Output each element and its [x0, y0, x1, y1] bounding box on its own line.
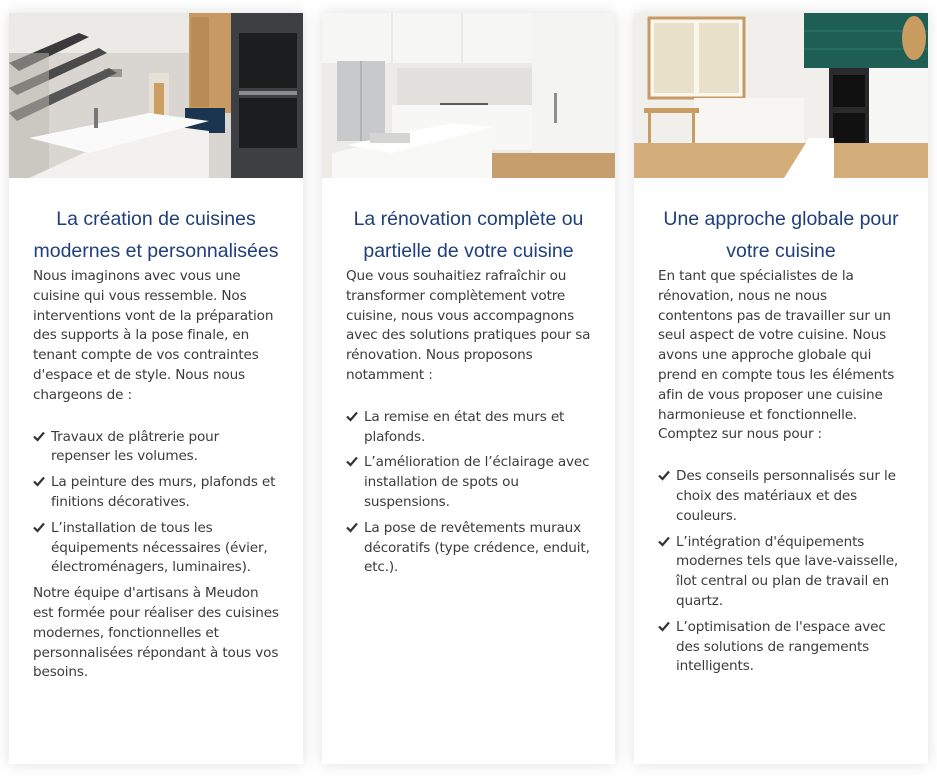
list-item: L’amélioration de l’éclairage avec installation de spots ou suspensions.: [346, 453, 591, 512]
card-outro: Notre équipe d'artisans à Meudon est formée pour réaliser des cuisines modernes, fonctionnelles et personnalisées répondant à tous vos besoins.: [33, 585, 279, 681]
card-intro: En tant que spécialistes de la rénovation, nous ne nous contentons pas de travailler sur un seul aspect de votre cuisine. Nous avons une approche globale qui prend en compte tous les éléments afin de vous proposer une cuisine harmonieuse et fonctionnelle. Comptez sur nous pour :: [658, 268, 895, 443]
list-item: L’intégration d'équipements modernes tels que lave-vaisselle, îlot central ou plan de travail en quartz.: [658, 533, 904, 612]
list-item: La pose de revêtements muraux décoratifs (type crédence, enduit, etc.).: [346, 519, 591, 578]
check-icon: [346, 521, 358, 533]
kitchen-photo-modern: [9, 13, 303, 178]
check-icon: [658, 469, 670, 481]
service-card-approche-globale: [634, 13, 928, 764]
kitchen-photo-white: [322, 13, 615, 178]
check-icon: [33, 521, 45, 533]
feature-list: [33, 428, 279, 579]
card-title: La création de cuisines modernes et personnalisées: [33, 208, 279, 262]
service-card-creation: [9, 13, 303, 764]
list-item: Travaux de plâtrerie pour repenser les volumes.: [33, 428, 279, 468]
card-intro: Que vous souhaitiez rafraîchir ou transformer complètement votre cuisine, nous vous accompagnons avec des solutions pratiques pour sa rénovation. Nous proposons notamment :: [346, 268, 591, 383]
card-title: Une approche globale pour votre cuisine: [663, 208, 899, 262]
kitchen-photo-bright: [634, 13, 928, 178]
card-intro: Nous imaginons avec vous une cuisine qui vous ressemble. Nos interventions vont de la préparation des supports à la pose finale, en tenant compte de vos contraintes d'espace et de style. Nous nous chargeons de :: [33, 268, 274, 403]
card-title: La rénovation complète ou partielle de votre cuisine: [353, 208, 584, 262]
check-icon: [346, 410, 358, 422]
check-icon: [346, 455, 358, 467]
list-item: La peinture des murs, plafonds et finitions décoratives.: [33, 473, 279, 513]
list-item: L’installation de tous les équipements nécessaires (évier, électroménagers, luminaires).: [33, 519, 279, 578]
feature-list: [658, 467, 904, 677]
check-icon: [658, 535, 670, 547]
check-icon: [658, 620, 670, 632]
list-item: Des conseils personnalisés sur le choix des matériaux et des couleurs.: [658, 467, 904, 526]
feature-list: [346, 408, 591, 578]
service-card-renovation: [322, 13, 615, 764]
list-item: La remise en état des murs et plafonds.: [346, 408, 591, 448]
check-icon: [33, 475, 45, 487]
check-icon: [33, 430, 45, 442]
list-item: L’optimisation de l'espace avec des solutions de rangements intelligents.: [658, 618, 904, 677]
